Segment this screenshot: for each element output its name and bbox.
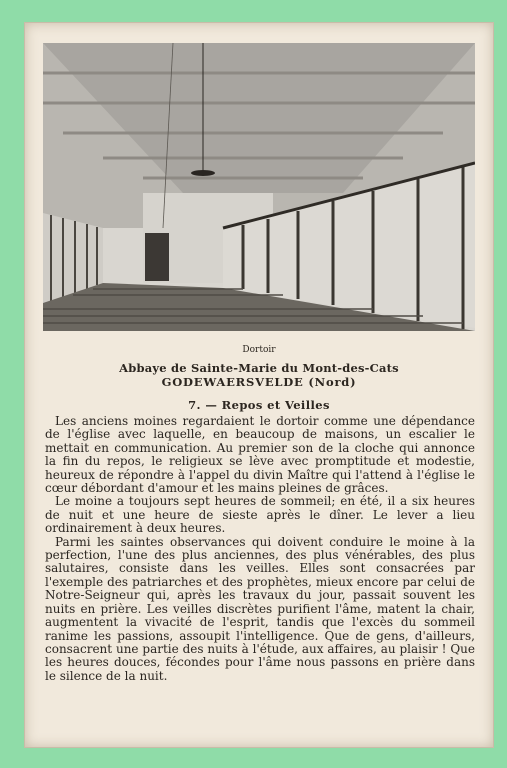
paragraph: Les anciens moines regardaient le dortoir comme une dépendance de l'église avec laquelle, en beaucoup de maisons, un escalier le mettait en communication. Au premier son de la cloche qui annonce la fin du repos, le religieux se lève avec promptitude et modestie, heureux de répondre à l'appel du divin Maître qui l'attend à l'église le cœur débordant d'amour et les mains pleines de grâces. xyxy=(45,414,475,496)
body-text xyxy=(45,415,475,683)
abbey-name: Abbaye de Sainte-Marie du Mont-des-Cats xyxy=(119,361,399,375)
photo-caption: Dortoir xyxy=(242,345,276,355)
section-title: 7. — Repos et Veilles xyxy=(188,398,330,412)
location: GODEWAERSVELDE (Nord) xyxy=(161,375,357,389)
paragraph: Parmi les saintes observances qui doivent conduire le moine à la perfection, l'une des plus anciennes, des plus vénérables, des plus salutaires, consiste dans les veilles. Elles sont consacrées par l'exemple des patriarches et des prophètes, mieux encore par celui de Notre-Seigneur qui, après les travaux du jour, passait souvent les nuits en prière. Les veilles discrètes purifient l'âme, matent la chair, augmentent la vivacité de l'esprit, tandis que l'excès du sommeil ranime les passions, assoupit l'intelligence. Que de gens, d'ailleurs, consacrent une partie des nuits à l'étude, aux affaires, au plaisir ! Que les heures douces, fécondes pour l'âme nous passons en prière dans le silence de la nuit. xyxy=(45,534,475,683)
dormitory-photo xyxy=(43,43,475,331)
paragraph: Le moine a toujours sept heures de sommeil; en été, il a six heures de nuit et une heure de sieste après le dîner. Le lever a lieu ordinairement à deux heures. xyxy=(45,494,475,536)
postcard xyxy=(24,22,494,748)
